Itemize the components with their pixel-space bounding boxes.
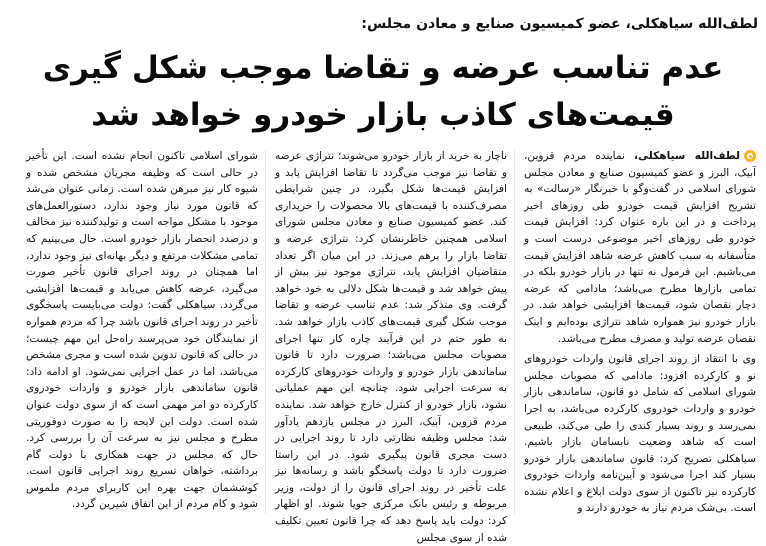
column-divider	[514, 150, 515, 514]
column-paragraph	[524, 148, 756, 347]
headline-line-2: قیمت‌های کاذب بازار خودرو خواهد شد	[91, 97, 675, 133]
section-marker-icon	[744, 150, 756, 162]
column-divider	[265, 150, 266, 514]
column-paragraph: شورای اسلامی تاکنون انجام نشده است. این تأخیر در حالی است که وظیفه مجریان مشخص شده و شیوه کار نیز مبرهن شده است. زمانی عنوان می‌شد که قانون مورد نیاز وجود ندارد، دستورالعمل‌های موجود با مشکل مواجه است و تولیدکننده نیز مخالف و درصدد انحصار بازار خودرو است. حال می‌بینیم که تمامی مشکلات مرتفع و دیگر بهانه‌ای نیز وجود ندارد، اما همچنان در روند اجرای قانون تأخیر صورت می‌گیرد، عرضه کاهش می‌یابد و قیمت‌ها افزایشی می‌گردد. سیاهکلی گفت: دولت می‌بایست پاسخگوی تأخیر در روند اجرای قانون باشد چرا که مردم همواره از نمایندگان خود می‌پرسند راه‌حل این مهم چیست؛ در حالی که قانون تدوین شده است و مجری مشخص می‌باشد، اما در عمل اجرایی نمی‌شود. او ادامه داد: قانون ساماندهی بازار خودرو و واردات خودروی کارکرده دو امر مهمی است که از سوی دولت عنوان شده است. دولت این لایحه را به صورت دوفوریتی مطرح و مجلس نیز به سرعت آن را بررسی کرد. حال که مجلس در جهت همکاری با دولت گام برداشته، خواهان تسریع روند اجرایی قانون است. کوششمان جهت بهره این کاربرای مردم ملموس شود و کام مردم از این اتفاق شیرین گردد.	[26, 150, 258, 511]
lead-name: لطف‌الله سیاهکلی،	[634, 150, 740, 162]
article-column-3	[26, 148, 258, 516]
subheading: لطف‌الله سیاهکلی، عضو کمیسیون صنایع و معادن مجلس:	[361, 16, 758, 32]
column-paragraph: وی با انتقاد از روند اجرای قانون واردات خودروهای نو و کارکرده افزود: مادامی که مصوبات مجلس شورای اسلامی که شامل دو قانون، ساماندهی بازار خودرو و واردات خودروی کارکرده می‌باشد، به اجرا نمی‌رسد و روند بسیار کندی را طی می‌کند، طبیعی است که شاهد وضعیت نابسامان بازار باشیم. سیاهکلی تصریح کرد: قانون ساماندهی بازار خودرو بسیار کند اجرا می‌شود و آیین‌نامه واردات خودروی کارکرده نیز تاکنون از سوی دولت ابلاغ و اعلام نشده است. بی‌شک مردم نیاز به خودرو دارند و	[524, 353, 756, 515]
column-paragraph: ناچار به خرید از بازار خودرو می‌شوند؛ نتراژی عرضه و تقاضا نیز موجب می‌گردد تا تقاضا افزایش یابد و افزایش قیمت‌ها شکل بگیرد. در چنین شرایطی مصرف‌کننده با قیمت‌های بالا محصولات را خریداری کند. عضو کمیسیون صنایع و معادن مجلس شورای اسلامی همچنین خاطرنشان کرد: نتراژی عرضه و تقاضا بازار را برهم می‌زند. در این میان اگر تعداد متقاضیان افزایش یابد، نتراژی موجود نیز بیش از پیش خواهد شد و قیمت‌ها شکل دلالی به خود خواهد گرفت. وی متذکر شد: عدم تناسب عرضه و تقاضا موجب شکل گیری قیمت‌های کاذب بازار خواهد شد. به طور حتم در این فرآیند چاره کار تنها اجرای مصوبات مجلس می‌باشد؛ ضرورت دارد تا قانون ساماندهی بازار خودرو و واردات خودروهای کارکرده به سرعت اجرایی شود. چنانچه این مهم عملیاتی نشود، بازار خودرو از کنترل خارج خواهد شد. نماینده مردم قزوین، آبیک، البرز در مجلس یازدهم یادآور شد: مجلس وظیفه نظارتی دارد تا روند اجرایی در دست مجری قانون پیگیری شود. در این راستا ضرورت دارد تا دولت پاسخگو باشد و رسانه‌ها نیز علت تأخیر در روند اجرای قانون را از دولت، وزیر مربوطه و رئیس بانک مرکزی جویا شوند. او اظهار کرد: دولت باید پاسخ دهد که چرا قانون تعیین تکلیف شده از سوی مجلس	[275, 150, 507, 544]
article-column-2	[275, 148, 507, 544]
article-column-1	[524, 148, 756, 516]
headline-line-1: عدم تناسب عرضه و تقاضا موجب شکل گیری	[42, 50, 724, 86]
paragraph-text: نماینده مردم قزوین، آبیک، البرز و عضو کمیسیون صنایع و معادن مجلس شورای اسلامی در گفت‌وگو با خبرنگار «رسالت» به تشریح افزایش قیمت خودرو طی روزهای اخیر پرداخت و در این باره عنوان کرد: افزایش قیمت خودرو طی روزهای اخیر موضوعی درست است و متأسفانه به سبب کاهش عرضه شاهد افزایش قیمت می‌باشیم. این فرمول نه تنها در بازار خودرو بلکه در تمامی بازارها مطرح می‌باشد؛ مادامی که عرضه دچار نقصان شود، قیمت‌ها افزایشی خواهد شد. در بازار خودرو نیز همواره شاهد نتراژی بوده‌ایم و اینک نقصان عرضه تولید و مصرف مطرح می‌باشد.	[524, 150, 756, 345]
